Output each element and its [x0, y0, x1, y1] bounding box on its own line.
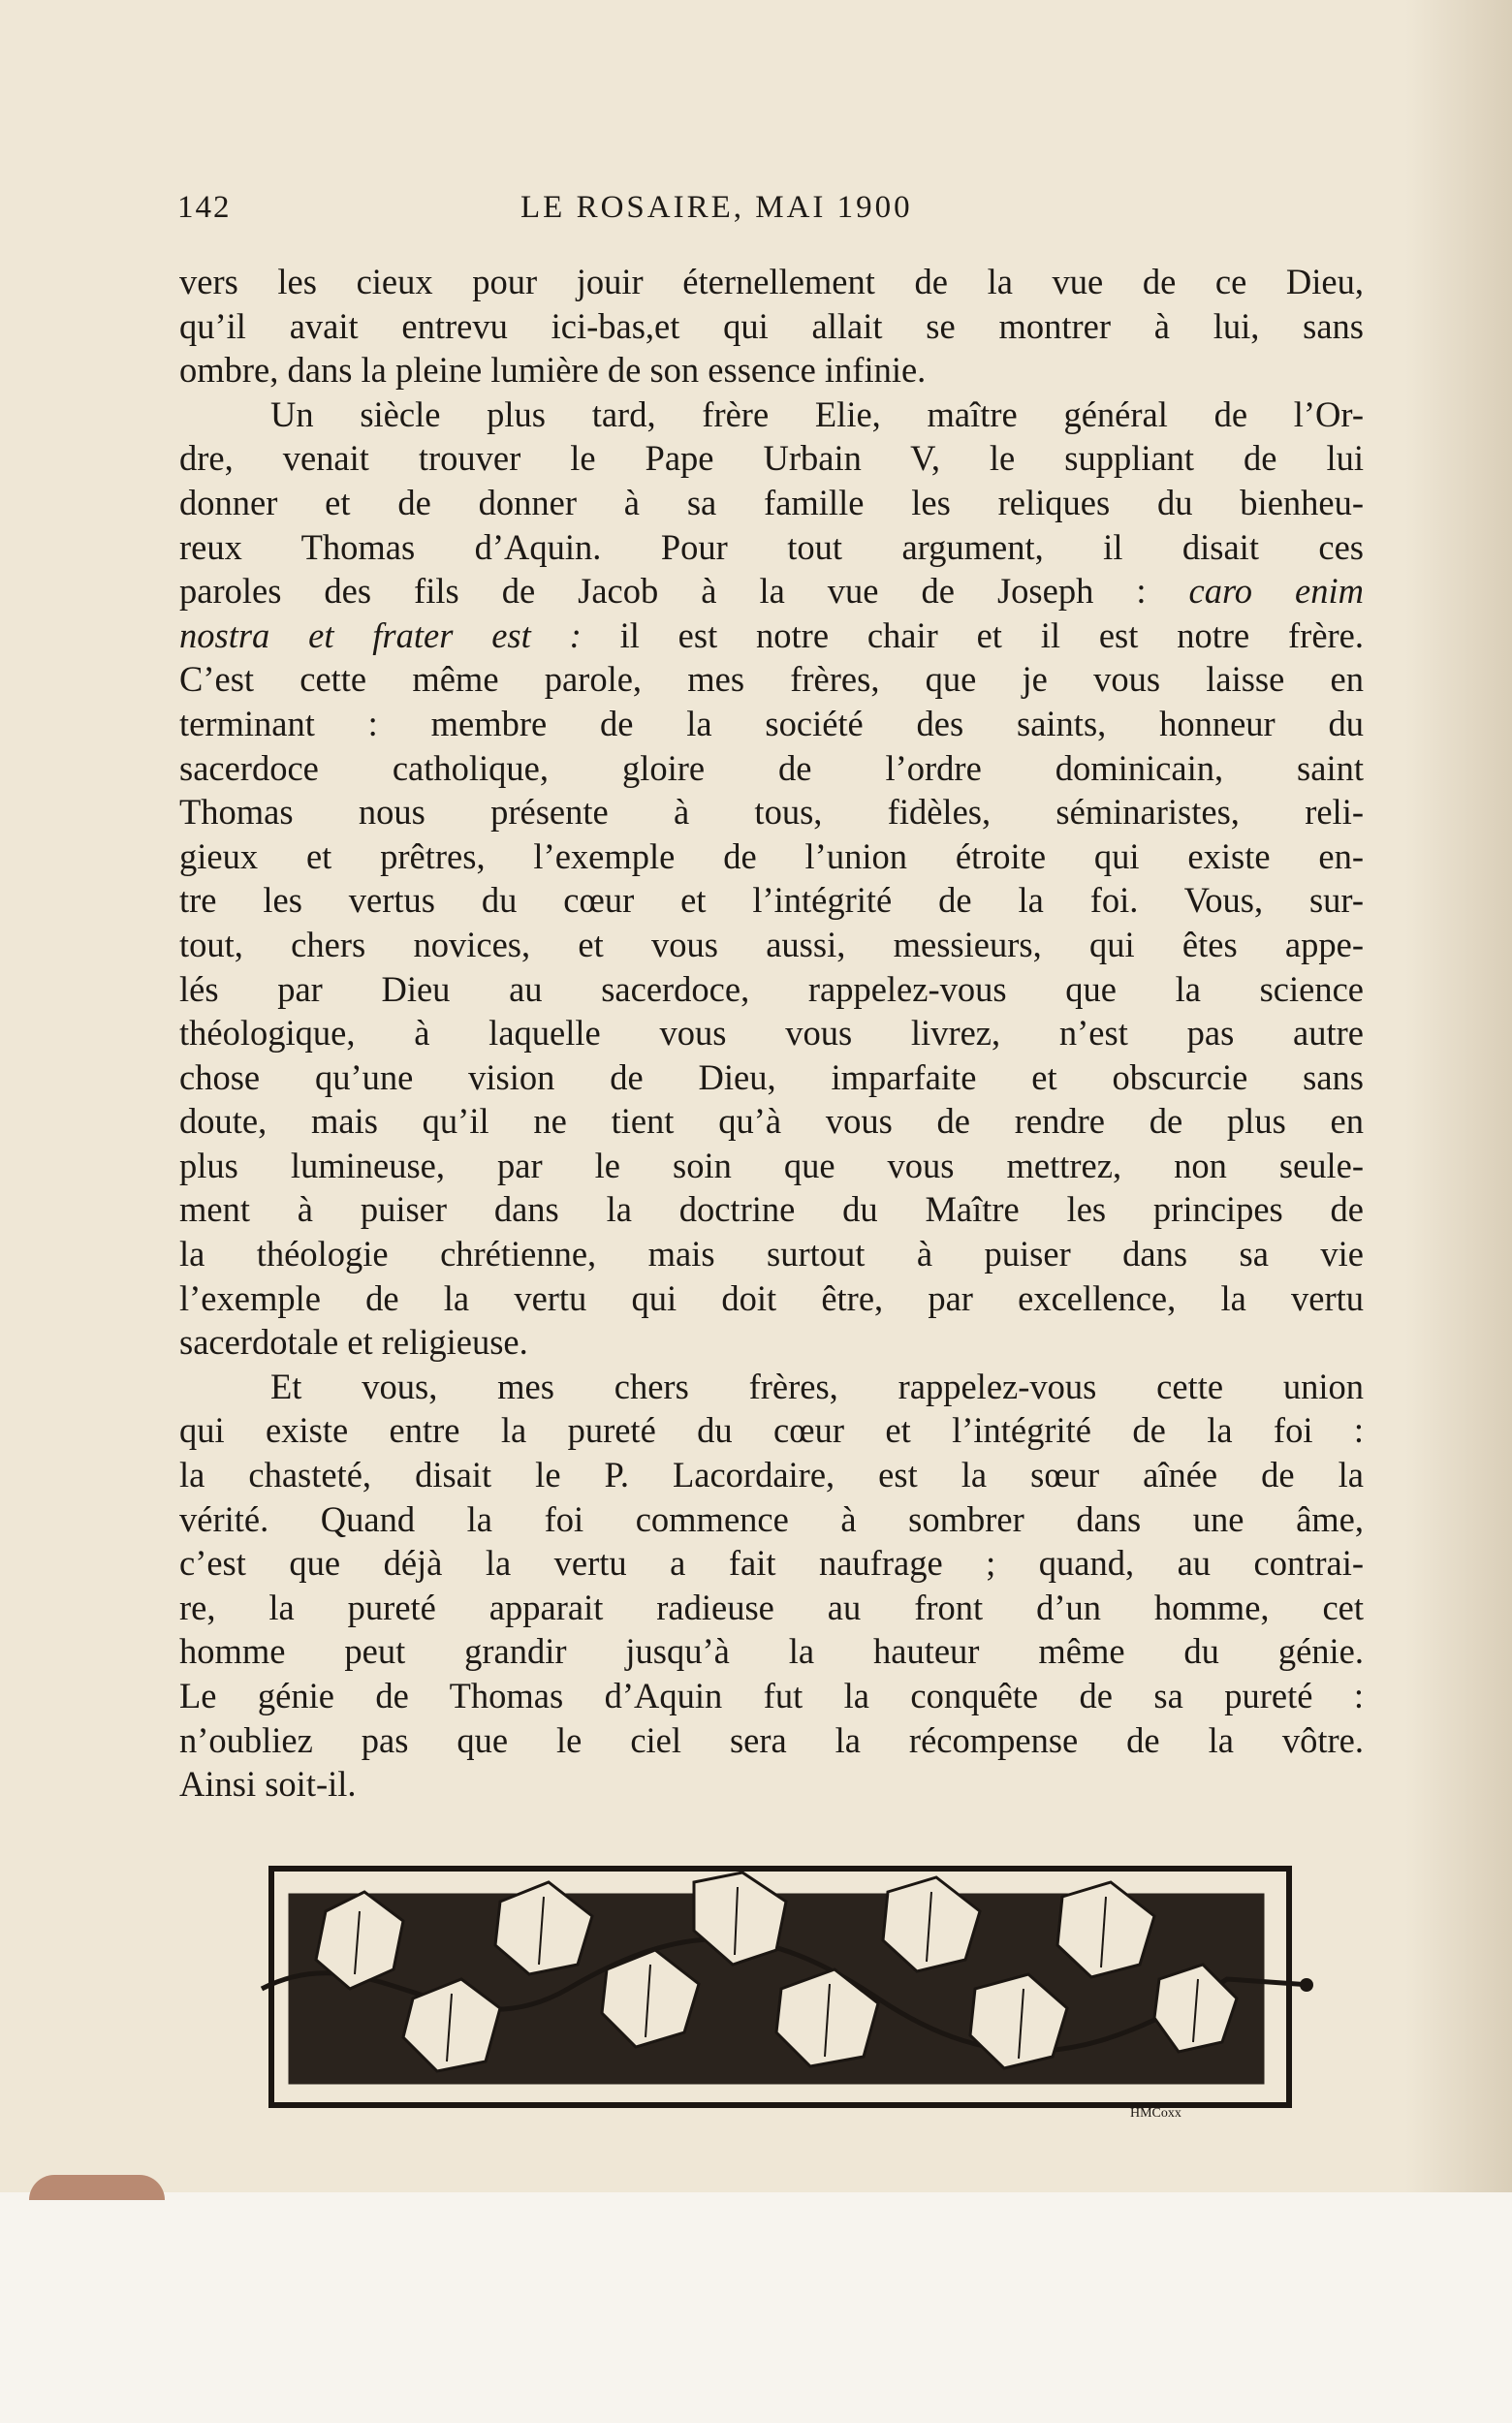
text-line: gieux et prêtres, l’exemple de l’union étroite qui existe en- — [179, 835, 1364, 876]
text-line: sacerdoce catholique, gloire de l’ordre dominicain, saint — [179, 747, 1364, 788]
text-line: qui existe entre la pureté du cœur et l’intégrité de la foi : — [179, 1410, 1364, 1451]
text-line: ment à puiser dans la doctrine du Maître les principes de — [179, 1189, 1364, 1230]
latin-quote: nostra et frater est : — [179, 614, 582, 655]
text-line: Le génie de Thomas d’Aquin fut la conquête de sa pureté : — [179, 1676, 1364, 1715]
page-bottom-margin — [0, 2192, 1512, 2423]
text-line: théologique, à laquelle vous vous livrez, n’est pas autre — [179, 1013, 1364, 1054]
text-line: qu’il avait entrevu ici-bas,et qui allait se montrer à lui, sans — [179, 305, 1364, 346]
text-line: chose qu’une vision de Dieu, imparfaite et obscurcie sans — [179, 1056, 1364, 1097]
text-line: c’est que déjà la vertu a fait naufrage ; quand, au contrai- — [179, 1543, 1364, 1584]
ornamental-tailpiece — [258, 1853, 1314, 2121]
paragraph-first-line: Et vous, mes chers frères, rappelez-vous cette union — [270, 1366, 1364, 1406]
text-line: C’est cette même parole, mes frères, que je vous laisse en — [179, 659, 1364, 700]
text-segment: paroles des fils de Jacob à la vue de Joseph : — [179, 571, 1147, 612]
text-line: vers les cieux pour jouir éternellement de la vue de ce Dieu, — [179, 262, 1364, 301]
text-line: tout, chers novices, et vous aussi, messieurs, qui êtes appe- — [179, 924, 1364, 964]
text-line: terminant : membre de la société des saints, honneur du — [179, 703, 1364, 743]
text-line: la théologie chrétienne, mais surtout à puiser dans sa vie — [179, 1234, 1364, 1274]
running-head: LE ROSAIRE, MAI 1900 — [520, 190, 913, 225]
text-line: tre les vertus du cœur et l’intégrité de la foi. Vous, sur- — [179, 880, 1364, 921]
page-edge-tab — [29, 2175, 165, 2200]
text-line: homme peut grandir jusqu’à la hauteur même du génie. — [179, 1631, 1364, 1672]
text-line: re, la pureté apparait radieuse au front d’un homme, cet — [179, 1587, 1364, 1627]
text-line: lés par Dieu au sacerdoce, rappelez-vous que la science — [179, 968, 1364, 1009]
latin-quote: caro enim — [1188, 571, 1365, 612]
page-header — [177, 190, 1340, 238]
text-line: plus lumineuse, par le soin que vous mettrez, non seule- — [179, 1145, 1364, 1185]
text-line: reux Thomas d’Aquin. Pour tout argument, il disait ces — [179, 526, 1364, 567]
text-line — [179, 614, 1364, 658]
text-line: Ainsi soit-il. — [179, 1764, 357, 1805]
body-text — [179, 260, 1364, 1807]
text-line: l’exemple de la vertu qui doit être, par excellence, la vertu — [179, 1277, 1364, 1318]
text-line: la chasteté, disait le P. Lacordaire, est la sœur aînée de la — [179, 1455, 1364, 1495]
text-line: n’oubliez pas que le ciel sera la récompense de la vôtre. — [179, 1719, 1364, 1760]
vine-knot — [1300, 1978, 1313, 1992]
text-line — [179, 569, 1364, 614]
artist-signature: HMCoxx — [1130, 2106, 1181, 2121]
text-line: donner et de donner à sa famille les reliques du bienheu- — [179, 482, 1364, 522]
text-line: ombre, dans la pleine lumière de son essence infinie. — [179, 350, 927, 391]
text-line: doute, mais qu’il ne tient qu’à vous de rendre de plus en — [179, 1101, 1364, 1142]
text-segment: il est notre chair et il est notre frère. — [619, 614, 1365, 655]
paragraph-first-line: Un siècle plus tard, frère Elie, maître général de l’Or- — [270, 393, 1364, 434]
text-line: vérité. Quand la foi commence à sombrer dans une âme, — [179, 1498, 1364, 1539]
page-number: 142 — [177, 190, 232, 225]
text-line: dre, venait trouver le Pape Urbain V, le suppliant de lui — [179, 438, 1364, 479]
text-line: Thomas nous présente à tous, fidèles, séminaristes, reli- — [179, 792, 1364, 833]
page-gutter-shadow — [1405, 0, 1512, 2423]
text-line: sacerdotale et religieuse. — [179, 1322, 528, 1363]
